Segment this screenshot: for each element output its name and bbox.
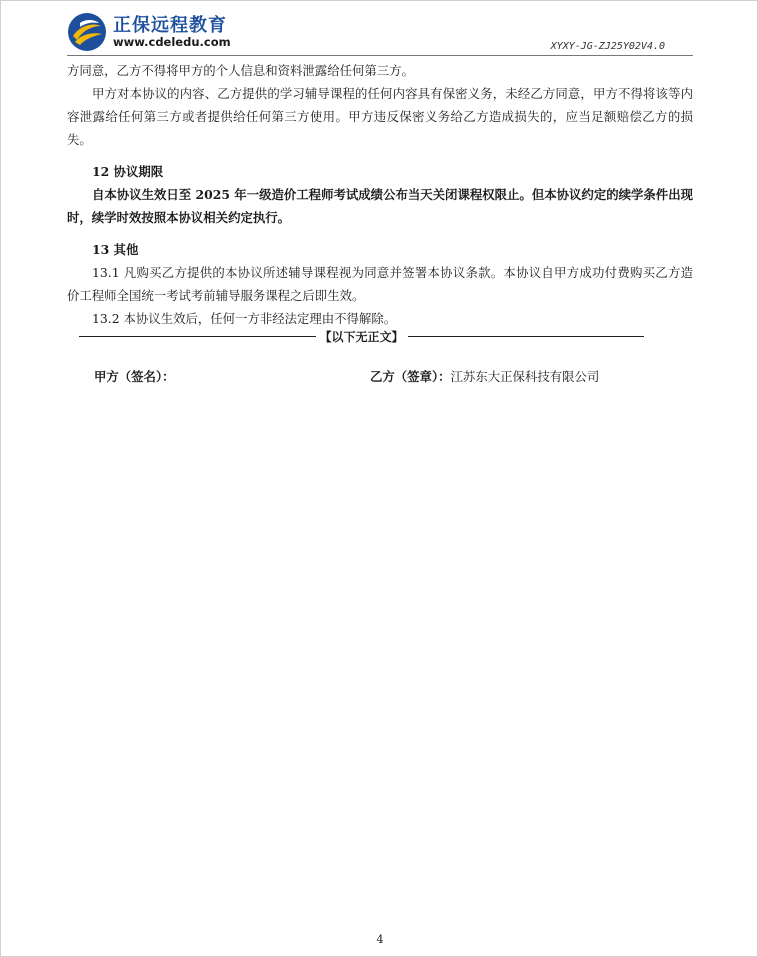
section-12-title: 12 协议期限 (92, 164, 164, 179)
party-b-company-name: 江苏东大正保科技有限公司 (450, 369, 600, 384)
party-b-signature-label: 乙方（签章）： (370, 369, 451, 384)
divider-line-left (79, 336, 316, 337)
company-logo-icon (67, 12, 107, 52)
section-12-text: 自本协议生效日至 2025 年一级造价工程师考试成绩公布当天关闭课程权限止。但本协议约定的续学条件出现时，续学时效按照本协议相关约定执行。 (67, 187, 693, 225)
clause-13-1: 13.1 凡购买乙方提供的本协议所述辅导课程视为同意并签署本协议条款。本协议自甲方成功付费购买乙方造价工程师全国统一考试考前辅导服务课程之后即生效。 (67, 265, 693, 303)
paragraph-confidentiality: 甲方对本协议的内容、乙方提供的学习辅导课程的任何内容具有保密义务，未经乙方同意，甲方不得将该等内容泄露给任何第三方或者提供给任何第三方使用。甲方违反保密义务给乙方造成损失的，应当足额赔偿乙方的损失。 (67, 86, 693, 147)
divider-line-right (408, 336, 645, 337)
end-of-text-divider (79, 328, 644, 345)
page-header (1, 1, 758, 61)
paragraph-continuation: 方同意，乙方不得将甲方的个人信息和资料泄露给任何第三方。 (67, 63, 414, 78)
party-a-signature-label: 甲方（签名）： (94, 369, 175, 384)
document-code: XYXY-JG-ZJ25Y02V4.0 (550, 41, 665, 52)
party-b-signature (370, 367, 599, 385)
clause-13-2: 13.2 本协议生效后，任何一方非经法定理由不得解除。 (92, 311, 397, 326)
divider-text: 【以下无正文】 (319, 330, 404, 344)
brand-name: 正保远程教育 (113, 15, 227, 36)
document-body (67, 59, 693, 330)
page-number: 4 (376, 933, 384, 946)
section-13-title: 13 其他 (92, 242, 139, 257)
brand-url: www.cdeledu.com (113, 35, 231, 49)
header-rule (67, 55, 693, 56)
